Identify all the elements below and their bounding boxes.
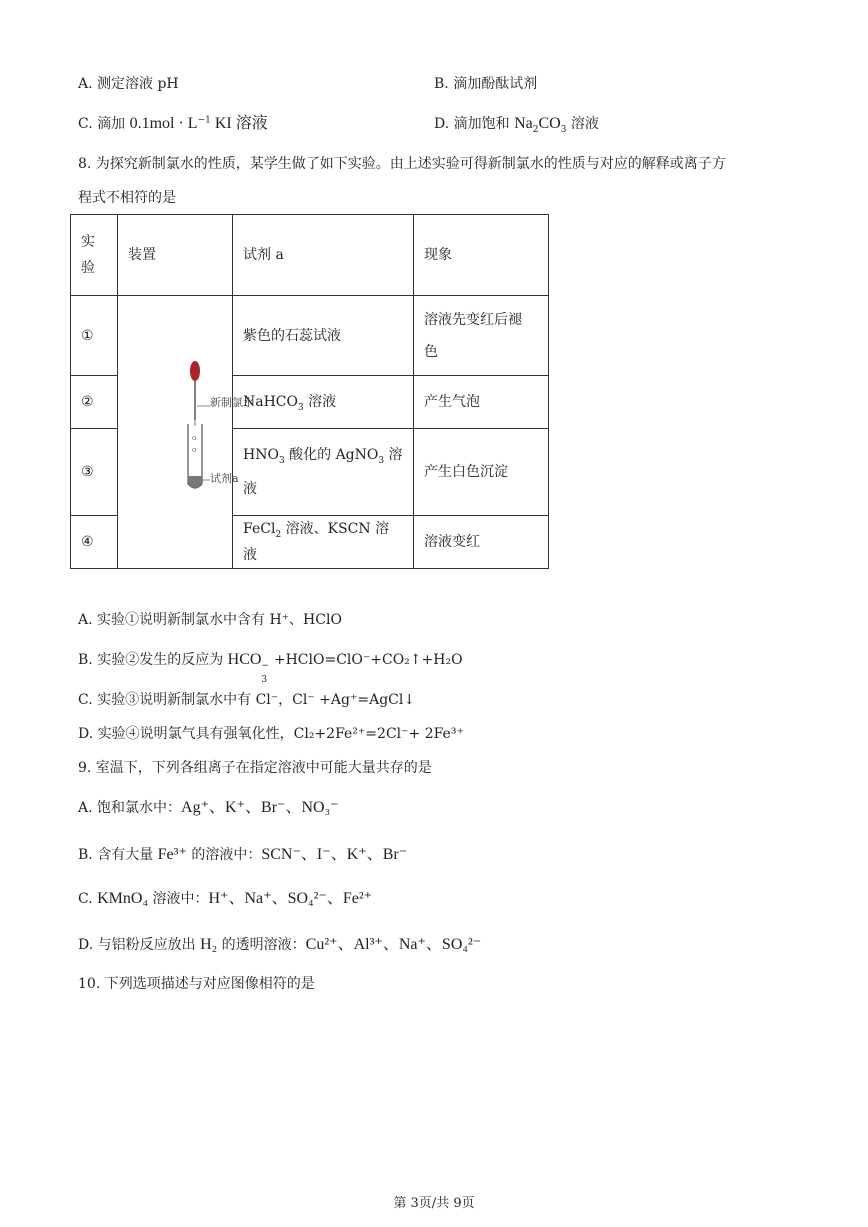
- row3-no: ③: [71, 429, 118, 515]
- page-footer: 第 3页/共 9页: [393, 1196, 475, 1211]
- row4-no: ④: [71, 515, 118, 568]
- q8-stem-line1: 8. 为探究新制氯水的性质，某学生做了如下实验。由上述实验可得新制氯水的性质与对应的解释或离子方: [78, 156, 726, 172]
- row4-post: 溶液、KSCN 溶液: [243, 520, 390, 563]
- q7-c-sup: −1: [197, 115, 211, 126]
- row3-agno: 酸化的 AgNO: [284, 447, 379, 464]
- q7-d-sub1: 2: [532, 124, 539, 135]
- row4-phenomenon: 溶液变红: [414, 515, 549, 568]
- row4-fecl: FeCl: [243, 520, 276, 537]
- header-apparatus: 装置: [118, 215, 233, 296]
- row1-phenomenon: [414, 296, 549, 376]
- q9-stem: 9. 室温下，下列各组离子在指定溶液中可能大量共存的是: [78, 760, 432, 776]
- header-reagent: 试剂 a: [233, 215, 414, 296]
- q9-b-ions: SCN⁻、I⁻、K⁺、Br⁻: [261, 846, 408, 863]
- q7-d-text: D. 滴加饱和: [434, 116, 515, 132]
- q7-c-post: KI 溶液: [210, 115, 268, 132]
- row2-reagent: [233, 376, 414, 429]
- row2-reagent-formula: NaHCO: [243, 394, 298, 411]
- apparatus-label-top: 新制氯水: [210, 396, 254, 409]
- q8-b-sup: −: [261, 661, 269, 671]
- q9-option-d: [78, 935, 481, 955]
- q7-d-post: 溶液: [566, 116, 599, 132]
- q8-option-b: [78, 650, 463, 685]
- row3-sub1: 3: [278, 455, 285, 466]
- q7-option-c: [78, 114, 268, 134]
- table-header-row: [71, 215, 549, 296]
- q9-b-text: B. 含有大量: [78, 847, 158, 863]
- header-exp-char2: 验: [81, 260, 95, 276]
- table-row: [71, 296, 549, 376]
- q8-b-text: B. 实验②发生的反应为: [78, 652, 228, 668]
- q8-option-d: D. 实验④说明氯气具有强氧化性，Cl₂+2Fe²⁺=2Cl⁻+ 2Fe³⁺: [78, 726, 464, 742]
- row3-phenomenon: 产生白色沉淀: [414, 429, 549, 515]
- q9-a-ions: Ag⁺、K⁺、Br⁻、NO₃⁻: [181, 799, 339, 816]
- q9-c-mid: 溶液中：: [148, 891, 209, 907]
- row2-phenomenon: 产生气泡: [414, 376, 549, 429]
- header-exp-char1: 实: [81, 234, 95, 250]
- q9-d-mid: 的透明溶液：: [217, 937, 306, 953]
- row3-hno: HNO: [243, 447, 279, 464]
- q9-option-b: [78, 845, 407, 865]
- apparatus-label-bottom: 试剂a: [210, 472, 239, 485]
- q7-d-na: Na: [514, 115, 533, 132]
- q7-option-a: A. 测定溶液 pH: [78, 76, 179, 92]
- row3-reagent-line2: 液: [243, 481, 257, 498]
- row1-phen-line2: 色: [424, 343, 438, 360]
- q9-d-h2: H₂: [200, 936, 218, 953]
- q9-d-ions: Cu²⁺、Al³⁺、Na⁺、SO₄²⁻: [305, 936, 482, 953]
- header-phenomenon: 现象: [414, 215, 549, 296]
- row3-post: 溶: [384, 447, 403, 464]
- q8-option-a: A. 实验①说明新制氯水中含有 H⁺、HClO: [78, 612, 342, 628]
- q9-option-c: [78, 889, 372, 909]
- row3-reagent-line1: [243, 438, 403, 472]
- q9-d-text: D. 与铝粉反应放出: [78, 937, 201, 953]
- q9-option-a: [78, 798, 339, 818]
- q9-b-mid: 的溶液中：: [186, 847, 262, 863]
- row3-sub2: 3: [378, 455, 385, 466]
- q9-a-text: A. 饱和氯水中：: [78, 800, 182, 816]
- drop-mark: o: [192, 446, 197, 454]
- q9-c-text: C.: [78, 891, 98, 907]
- q7-d-co: CO: [538, 115, 561, 132]
- q9-c-kmno: KMnO₄: [97, 890, 149, 907]
- row1-phen-line1: 溶液先变红后褪: [424, 311, 522, 328]
- q9-b-fe: Fe³⁺: [157, 846, 187, 863]
- q8-b-hco: HCO: [227, 651, 262, 668]
- q7-option-b: B. 滴加酚酞试剂: [434, 76, 538, 92]
- q8-b-sub: 3: [261, 675, 268, 685]
- q9-c-ions: H⁺、Na⁺、SO₄²⁻、Fe²⁺: [208, 890, 373, 907]
- drop-mark: o: [192, 434, 197, 442]
- experiment-table: [70, 214, 549, 569]
- q10-stem: 10. 下列选项描述与对应图像相符的是: [78, 976, 315, 992]
- row4-sub: 2: [275, 529, 282, 540]
- q8-stem-line2: 程式不相符的是: [78, 190, 176, 206]
- q7-option-d: [434, 114, 599, 134]
- q7-d-sub2: 3: [560, 124, 567, 135]
- row1-no: ①: [71, 296, 118, 376]
- row2-reagent-post: 溶液: [303, 394, 337, 411]
- q7-c-text: C. 滴加: [78, 116, 130, 132]
- q8-b-post: +HClO=ClO⁻+CO₂↑+H₂O: [269, 652, 463, 668]
- dropper-bulb-icon: [190, 361, 200, 381]
- dropper-tube-apparatus: [118, 296, 232, 568]
- row3-reagent: [233, 429, 414, 515]
- header-experiment: [71, 215, 118, 296]
- row4-reagent: [233, 515, 414, 568]
- row2-reagent-sub: 3: [298, 403, 304, 414]
- q7-c-formula: 0.1mol · L: [129, 115, 198, 132]
- row2-no: ②: [71, 376, 118, 429]
- row1-reagent: 紫色的石蕊试液: [233, 296, 414, 376]
- q8-option-c: C. 实验③说明新制氯水中有 Cl⁻，Cl⁻ +Ag⁺=AgCl↓: [78, 692, 416, 708]
- apparatus-cell: [118, 296, 254, 569]
